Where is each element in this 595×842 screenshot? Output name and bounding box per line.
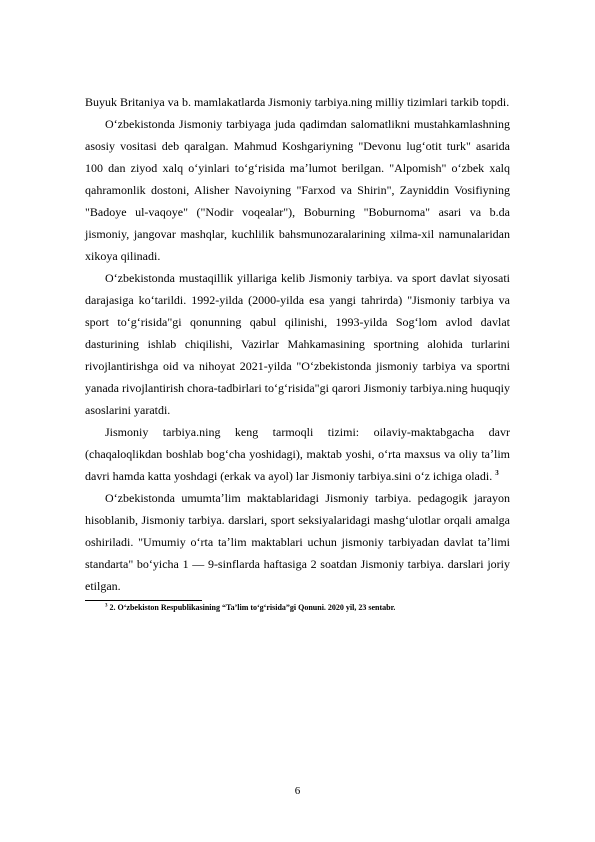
footnote-marker: 3 (105, 603, 108, 609)
paragraph-with-footnote (85, 421, 510, 487)
paragraph: O‘zbekistonda umumtaʼlim maktablaridagi Jismoniy tarbiya. pedagogik jarayon hisoblanib, Jismoniy tarbiya. darslari, sport seksiyalaridagi mashg‘ulotlar orqali amalga oshiriladi. "Umumiy o‘rta taʼlim maktablari uchun jismoniy tarbiyadan davlat taʼlimi standarta" bo‘yicha 1 — 9-sinflarda haftasiga 2 soatdan Jismoniy tarbiya. darslari joriy etilgan. (85, 491, 510, 593)
paragraph-text: Jismoniy tarbiya.ning keng tarmoqli tizimi: oilaviy-maktabgacha davr (chaqaloqlikdan boshlab bog‘cha yoshidagi), maktab yoshi, o‘rta maxsus va oliy taʼlim davri hamda katta yoshdagi (erkak va ayol) lar Jismoniy tarbiya.sini o‘z ichiga oladi. (85, 425, 510, 483)
footnote-reference[interactable]: 3 (495, 469, 499, 477)
footnote-text: 2. O‘zbekiston Respublikasining “Taʼlim to‘g‘risida”gi Qonuni. 2020 yil, 23 sentabr. (109, 603, 396, 612)
footnote (85, 602, 510, 614)
document-body (85, 91, 510, 614)
paragraph: O‘zbekistonda mustaqillik yillariga kelib Jismoniy tarbiya. va sport davlat siyosati darajasiga ko‘tarildi. 1992-yilda (2000-yilda esa yangi tahrirda) "Jismoniy tarbiya va sport to‘g‘risida"gi qonunning qabul qilinishi, 1993-yilda Sog‘lom avlod davlat dasturining ishlab chiqilishi, Vazirlar Mahkamasining sportning alohida turlarini rivojlantirishga oid va nihoyat 2021-yilda "O‘zbekistonda jismoniy tarbiya va sportni yanada rivojlantirish chora-tadbirlari to‘g‘risida"gi qarori Jismoniy tarbiya.ning huquqiy asoslarini yaratdi. (85, 271, 510, 417)
page-number: 6 (294, 785, 301, 797)
paragraph: Buyuk Britaniya va b. mamlakatlarda Jismoniy tarbiya.ning milliy tizimlari tarkib topdi. (85, 95, 510, 109)
footnote-separator (85, 600, 202, 601)
paragraph: O‘zbekistonda Jismoniy tarbiyaga juda qadimdan salomatlikni mustahkamlashning asosiy vositasi deb qaralgan. Mahmud Koshgariyning "Devonu lug‘otit turk" asarida 100 dan ziyod xalq o‘yinlari to‘g‘risida maʼlumot berilgan. "Alpomish" o‘zbek xalq qahramonlik dostoni, Alisher Navoiyning "Farxod va Shirin", Zayniddin Vosifiyning "Badoye ul-vaqoye" ("Nodir voqealar"), Boburning "Boburnoma" asari va b.da jismoniy, jangovar mashqlar, kuchlilik bahsmunozaralarining xilma-xil namunalaridan xikoya qilinadi. (85, 117, 510, 263)
